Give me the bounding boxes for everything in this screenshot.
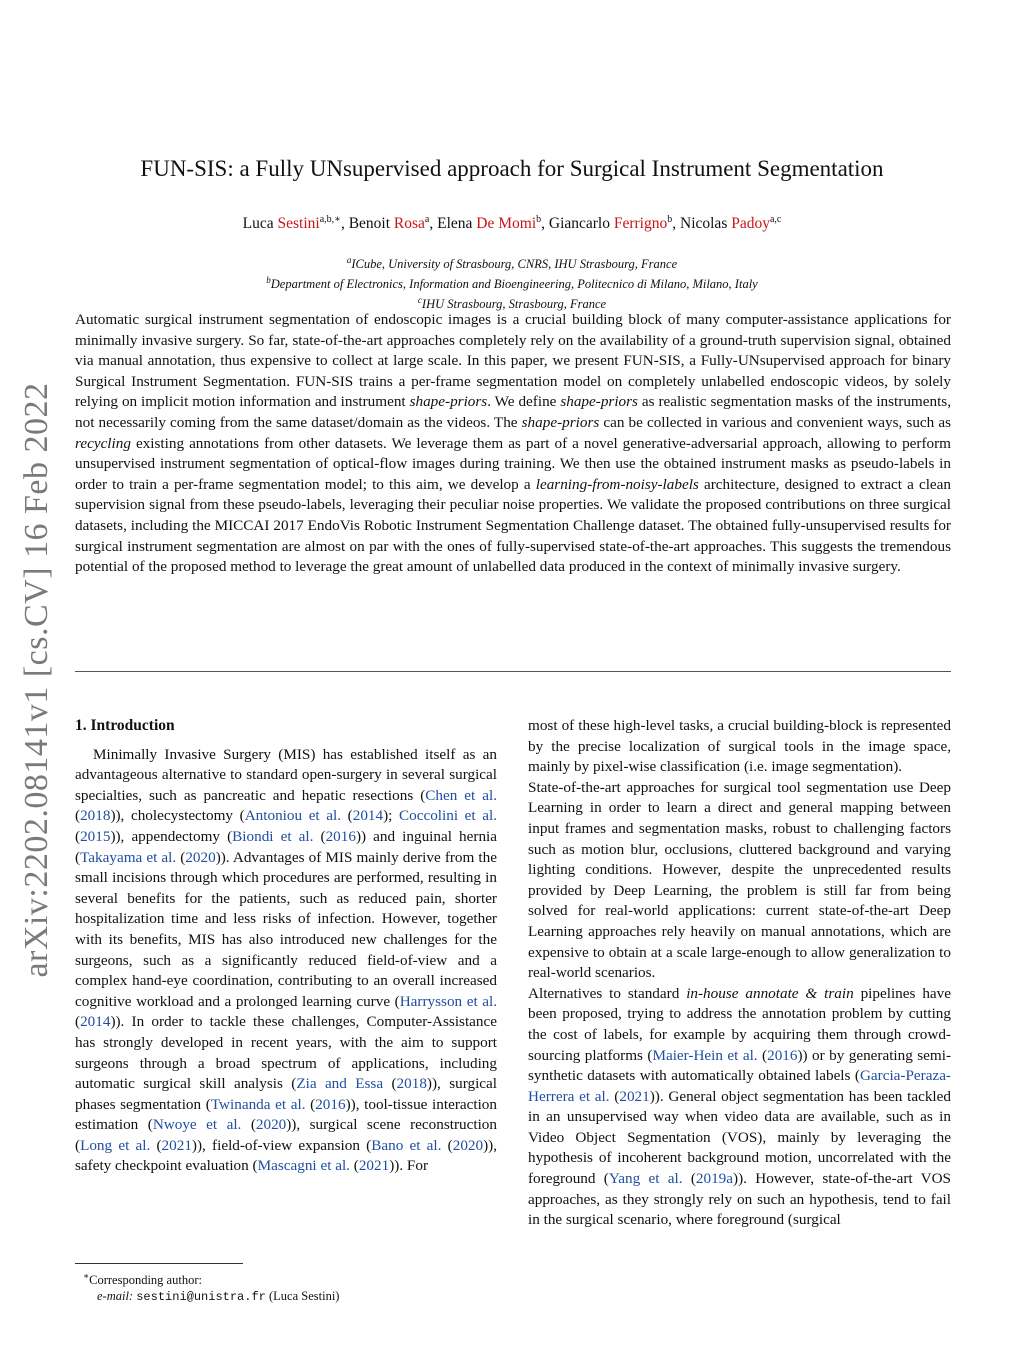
affiliation-mark: c (417, 295, 422, 306)
citation-link[interactable]: 2014 (80, 1013, 111, 1031)
paragraph (528, 716, 951, 778)
citation-link[interactable]: 2016 (325, 827, 356, 845)
citation-link[interactable]: 2015 (80, 827, 111, 845)
body-text: ( (441, 1136, 453, 1154)
body-text: ( (150, 1136, 162, 1154)
body-text: ( (341, 807, 353, 825)
body-text: ( (383, 1075, 397, 1093)
body-text: )), surgical scene reconstruction ( (75, 1116, 497, 1154)
footnote-mark: ∗ (83, 1271, 90, 1281)
paragraph (528, 778, 951, 984)
abstract (75, 310, 951, 578)
citation-link[interactable]: Harrysson et al. (399, 992, 497, 1010)
emphasis-text: shape-priors (560, 393, 638, 411)
citation-link[interactable]: 2016 (767, 1046, 798, 1064)
author-affiliation-mark: b (536, 214, 542, 225)
citation-link[interactable]: Chen et al. (425, 786, 497, 804)
emphasis-text: shape-priors (409, 393, 488, 411)
emphasis-text: shape-priors (521, 413, 600, 431)
author-separator: , (429, 215, 438, 233)
author-first-name: Elena (437, 215, 477, 233)
body-text: )), field-of-view expansion ( (191, 1136, 372, 1154)
citation-link[interactable]: 2021 (161, 1136, 192, 1154)
footnote-divider (75, 1263, 243, 1264)
citation-link[interactable]: Mascagni et al. (257, 1157, 350, 1175)
abstract-divider (75, 671, 951, 672)
citation-link[interactable]: 2020 (185, 848, 216, 866)
paragraph (528, 984, 951, 1231)
body-text: ( (75, 1013, 81, 1031)
left-column (75, 716, 497, 1177)
citation-link[interactable]: 2019a (695, 1170, 734, 1188)
affiliation-text: Department of Electronics, Information and Bioengineering, Politecnico di Milano, Milano, Italy (270, 277, 758, 292)
emphasis-text: recycling (75, 434, 131, 452)
body-text: ( (305, 1095, 316, 1113)
citation-link[interactable]: 2021 (619, 1087, 650, 1105)
section-heading: 1. Introduction (75, 717, 175, 734)
citation-link[interactable]: Zia and Essa (296, 1075, 384, 1093)
arxiv-identifier (12, 380, 62, 980)
author-last-name: Rosa (393, 215, 425, 233)
body-text: )). However, state-of-the-art VOS approaches, as they strongly rely on such an hypothesis, tend to fail in the surgical scenario, where foreground (surgical (528, 1170, 951, 1229)
author-separator: , (672, 215, 680, 233)
affiliation-text: ICube, University of Strasbourg, CNRS, IHU Strasbourg, France (351, 257, 678, 272)
body-text: ( (75, 807, 81, 825)
body-text: )), appendectomy ( (110, 827, 233, 845)
body-text: )) or by generating semi-synthetic datasets with automatically obtained labels ( (528, 1046, 952, 1085)
body-text: )). In order to tackle these challenges, Computer-Assistance has strongly developed in recent years, with the aim to support surgeons through a broad spectrum of applications, including automatic surgical skill analysis ( (75, 1013, 497, 1093)
citation-link[interactable]: Takayama et al. (80, 848, 177, 866)
body-text: ( (176, 848, 186, 866)
arxiv-identifier-text: arXiv:2202.08141v1 [cs.CV] 16 Feb 2022 (18, 382, 55, 978)
body-text: )). For (389, 1157, 429, 1175)
citation-link[interactable]: Twinanda et al. (210, 1095, 306, 1113)
citation-link[interactable]: 2020 (452, 1136, 484, 1154)
body-text: )). General object segmentation has been tackled in an unsupervised way when video data are available, such as in Video Object Segmentation (VOS), mainly by leveraging the hypothesis of incoherent background motion, uncorrelated with the foreground ( (528, 1087, 951, 1188)
affiliation-line (0, 272, 1024, 292)
body-text: . We define (487, 393, 561, 411)
body-text: architecture, designed to extract a clean supervision signal from these pseudo-labels, leveraging their peculiar noise properties. We validate the proposed contributions on three surgical datasets, including the MICCAI 2017 EndoVis Robotic Instrument Segmentation Challenge dataset. The obtained fully-unsupervised results for surgical instrument segmentation are almost on par with the ones of fully-supervised state-of-the-art approaches. This suggests the tremendous potential of the proposed method to leverage the great amount of unlabelled data produced in the context of minimally invasive surgery. (75, 475, 951, 576)
author-affiliation-mark: a,b,∗ (319, 214, 341, 225)
body-text: )) and inguinal hernia ( (75, 827, 497, 866)
body-text: ( (757, 1046, 768, 1064)
body-text: ( (241, 1116, 256, 1134)
body-text: ( (349, 1157, 359, 1175)
body-text: can be collected in various and convenient ways, such as (599, 413, 951, 431)
body-text: )). Advantages of MIS mainly derive from the small incisions through which procedures are performed, resulting in several benefits for the patients, such as reduced pain, shorter hospitalization time and less risks of infection. However, together with its benefits, MIS has also introduced new challenges for the surgeons, such as a significantly reduced field-of-view and a complex hand-eye coordination, contributing to an overall increased cognitive workload and a prolonged learning curve ( (75, 848, 497, 1010)
citation-link[interactable]: Garcia-Peraza-Herrera et al. (528, 1067, 951, 1105)
body-text: pipelines have been proposed, trying to address the annotation problem by cutting the cost of labels, for example by acquiring them through crowd-sourcing platforms ( (528, 984, 951, 1064)
author-last-name: Padoy (731, 215, 770, 233)
footnote-name: (Luca Sestini) (268, 1289, 340, 1304)
author-last-name: Ferrigno (613, 215, 668, 233)
citation-link[interactable]: Bano et al. (371, 1136, 442, 1154)
body-text: ( (682, 1170, 696, 1188)
citation-link[interactable]: 2014 (352, 807, 384, 825)
body-text: ( (609, 1087, 620, 1105)
body-text: )), tool-tissue interaction estimation ( (75, 1095, 497, 1134)
affiliation-line (0, 252, 1024, 272)
citation-link[interactable]: 2020 (255, 1116, 287, 1134)
body-text: ( (75, 827, 81, 845)
citation-link[interactable]: 2018 (396, 1075, 427, 1093)
author-list (0, 214, 1024, 233)
citation-link[interactable]: Coccolini et al. (399, 807, 498, 825)
citation-link[interactable]: Biondi et al. (232, 827, 314, 845)
paragraph (75, 745, 497, 1177)
body-text: Alternatives to standard (528, 984, 687, 1002)
body-text: State-of-the-art approaches for surgical tool segmentation use Deep Learning in order to learn a direct and general mapping between input frames and segmentation masks, robust to challenging factors such as motion blur, occlusions, cluttered background and varying lighting conditions. However, despite the unprecedented results provided by Deep Learning, the problem is still far from being solved for real-world applications: current state-of-the-art Deep Learning approaches rely heavily on manual annotations, which are expensive to obtain at a scale large-enough to allow generalization to real-world scenarios. (528, 778, 951, 982)
body-text: Automatic surgical instrument segmentation of endoscopic images is a crucial building block of many computer-assistance applications for minimally invasive surgery. So far, state-of-the-art approaches completely rely on the availability of a ground-truth supervision signal, obtained via manual annotation, thus expensive to collect at large scale. In this paper, we present FUN-SIS, a Fully-UNsupervised approach for binary Surgical Instrument Segmentation. FUN-SIS trains a per-frame segmentation model on completely unlabelled endoscopic videos, by solely relying on implicit motion information and instrument (75, 311, 951, 411)
author-first-name: Luca (242, 215, 278, 233)
paper-title: FUN-SIS: a Fully UNsupervised approach for Surgical Instrument Segmentation (140, 156, 884, 181)
footnote-email-label: e-mail: (97, 1289, 134, 1304)
citation-link[interactable]: Antoniou et al. (244, 807, 342, 825)
body-text: as realistic segmentation masks of the instruments, not necessarily coming from the same dataset/domain as the videos. The (75, 393, 951, 431)
footnote-email[interactable]: sestini@unistra.fr (136, 1290, 266, 1305)
body-text: Minimally Invasive Surgery (MIS) has established itself as an advantageous alternative to standard open-surgery in several surgical specialties, such as pancreatic and hepatic resections ( (75, 745, 497, 804)
body-text: ( (313, 827, 326, 845)
author-affiliation-mark: b (667, 214, 673, 225)
affiliation-mark: b (266, 275, 271, 286)
citation-link[interactable]: 2021 (358, 1157, 390, 1175)
author-separator: , (541, 215, 549, 233)
right-column (528, 716, 951, 1231)
citation-link[interactable]: Yang et al. (608, 1170, 683, 1188)
author-last-name: De Momi (476, 215, 537, 233)
citation-link[interactable]: Long et al. (80, 1136, 151, 1154)
author-first-name: Nicolas (680, 215, 732, 233)
body-text: ); (383, 807, 399, 825)
citation-link[interactable]: 2016 (315, 1095, 346, 1113)
affiliation-text: IHU Strasbourg, Strasbourg, France (421, 297, 607, 312)
body-text: most of these high-level tasks, a crucial building-block is represented by the precise localization of surgical tools in the image space, mainly by pixel-wise classification (i.e. image segmentation). (528, 717, 951, 776)
author-last-name: Sestini (277, 215, 320, 233)
body-text: existing annotations from other datasets. We leverage them as part of a novel generative-adversarial approach, allowing to perform unsupervised instrument segmentation of optical-flow images during training. We then use the obtained instrument masks as pseudo-labels in order to train a per-frame segmentation model; to this aim, we develop a (75, 434, 951, 493)
footnote-label: Corresponding author: (89, 1273, 202, 1288)
body-text: )), safety checkpoint evaluation ( (75, 1136, 498, 1175)
emphasis-text: in-house annotate & train (686, 984, 854, 1002)
affiliation-mark: a (346, 255, 352, 265)
author-separator: , (340, 215, 349, 233)
affiliation-list (0, 252, 1024, 312)
author-first-name: Giancarlo (548, 215, 614, 233)
body-text: )), cholecystectomy ( (110, 807, 245, 825)
citation-link[interactable]: 2018 (80, 807, 111, 825)
citation-link[interactable]: Maier-Hein et al. (652, 1046, 758, 1064)
citation-link[interactable]: Nwoye et al. (152, 1116, 242, 1134)
author-first-name: Benoit (348, 215, 394, 233)
body-text: )), surgical phases segmentation ( (75, 1075, 497, 1113)
author-affiliation-mark: a (424, 214, 430, 225)
footnote (75, 1268, 495, 1305)
author-affiliation-mark: a,c (769, 214, 782, 225)
emphasis-text: learning-from-noisy-labels (535, 475, 699, 493)
